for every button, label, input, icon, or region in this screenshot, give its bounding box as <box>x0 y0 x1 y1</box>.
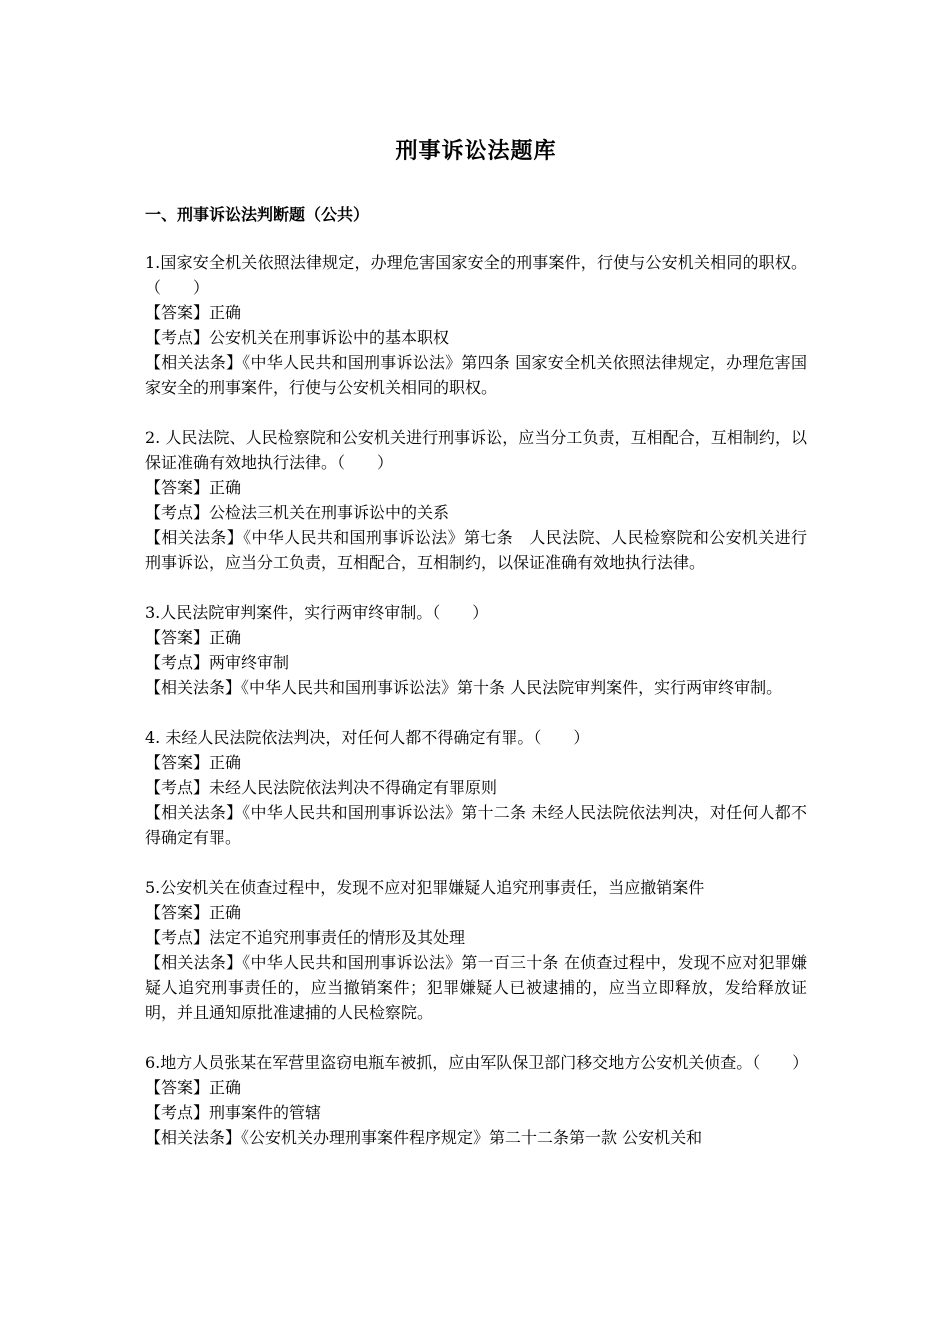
section-heading: 一、刑事诉讼法判断题（公共） <box>145 205 370 224</box>
question-list <box>145 250 807 1175</box>
question-law: 【相关法条】《中华人民共和国刑事诉讼法》第十条 人民法院审判案件，实行两审终审制。 <box>145 678 783 697</box>
question-stem: 2. 人民法院、人民检察院和公安机关进行刑事诉讼，应当分工负责，互相配合，互相制约，以保证准确有效地执行法律。（ ） <box>145 428 807 472</box>
question-point: 【考点】未经人民法院依法判决不得确定有罪原则 <box>145 778 498 797</box>
question-point: 【考点】公安机关在刑事诉讼中的基本职权 <box>145 328 450 347</box>
question-law: 【相关法条】《中华人民共和国刑事诉讼法》第四条 国家安全机关依照法律规定，办理危害国家安全的刑事案件，行使与公安机关相同的职权。 <box>145 353 807 397</box>
question-3 <box>145 600 807 700</box>
question-law: 【相关法条】《中华人民共和国刑事诉讼法》第十二条 未经人民法院依法判决，对任何人都不得确定有罪。 <box>145 803 807 847</box>
question-6 <box>145 1050 807 1150</box>
question-answer: 【答案】正确 <box>145 903 242 922</box>
question-point: 【考点】刑事案件的管辖 <box>145 1103 322 1122</box>
question-stem: 1.国家安全机关依照法律规定，办理危害国家安全的刑事案件，行使与公安机关相同的职权。（ ） <box>145 253 807 297</box>
question-point: 【考点】法定不追究刑事责任的情形及其处理 <box>145 928 466 947</box>
question-answer: 【答案】正确 <box>145 1078 242 1097</box>
question-answer: 【答案】正确 <box>145 753 242 772</box>
question-stem: 6.地方人员张某在军营里盗窃电瓶车被抓，应由军队保卫部门移交地方公安机关侦查。（ ） <box>145 1053 809 1072</box>
question-2 <box>145 425 807 575</box>
question-law: 【相关法条】《中华人民共和国刑事诉讼法》第一百三十条 在侦查过程中，发现不应对犯罪嫌疑人追究刑事责任的，应当撤销案件；犯罪嫌疑人已被逮捕的，应当立即释放，发给释放证明，并且通知原批准逮捕的人民检察院。 <box>145 953 807 1022</box>
question-law: 【相关法条】《公安机关办理刑事案件程序规定》第二十二条第一款 公安机关和 <box>145 1128 703 1147</box>
question-law: 【相关法条】《中华人民共和国刑事诉讼法》第七条 人民法院、人民检察院和公安机关进行刑事诉讼，应当分工负责，互相配合，互相制约，以保证准确有效地执行法律。 <box>145 528 807 572</box>
question-5 <box>145 875 807 1025</box>
question-stem: 4. 未经人民法院依法判决，对任何人都不得确定有罪。（ ） <box>145 728 590 747</box>
question-stem: 5.公安机关在侦查过程中，发现不应对犯罪嫌疑人追究刑事责任，当应撤销案件 <box>145 878 705 897</box>
question-answer: 【答案】正确 <box>145 478 242 497</box>
question-4 <box>145 725 807 850</box>
question-stem: 3.人民法院审判案件，实行两审终审制。（ ） <box>145 603 489 622</box>
document-title: 刑事诉讼法题库 <box>395 138 557 164</box>
question-1 <box>145 250 807 400</box>
question-point: 【考点】两审终审制 <box>145 653 290 672</box>
question-point: 【考点】公检法三机关在刑事诉讼中的关系 <box>145 503 450 522</box>
question-answer: 【答案】正确 <box>145 628 242 647</box>
question-answer: 【答案】正确 <box>145 303 242 322</box>
